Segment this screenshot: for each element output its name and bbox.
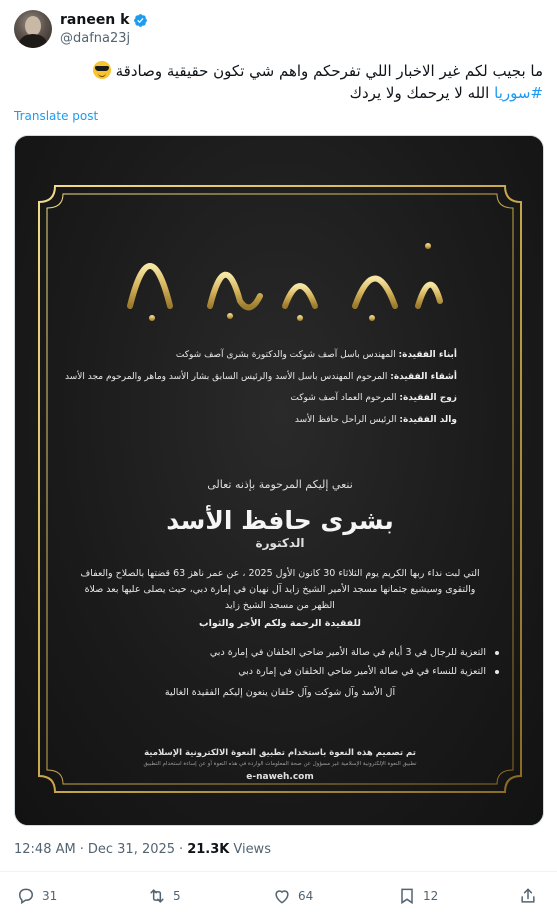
translate-post-link[interactable]: Translate post [14,109,99,123]
reply-icon [16,886,36,906]
bookmark-button[interactable] [397,886,438,906]
made-with-text: تم تصميم هذه النعوة باستخدام تطبيق النعوة الالكترونية الإسلامية [144,748,416,758]
obituary-paragraph [15,566,544,614]
tweet-time[interactable]: 12:48 AM [14,842,76,857]
display-name[interactable]: raneen k [60,12,130,28]
families-text: آل الأسد وآل شوكت وآل خلفان ينعون إليكم الفقيدة الغالية [164,687,396,698]
views-label: Views [233,842,271,857]
hashtag-link[interactable]: #سوريا [494,84,543,102]
verified-badge-icon [133,13,148,28]
condolence-bullet-2: التعزية للنساء في في صالة الأمير ضاحي الخلفان في إمارة دبي [238,666,499,677]
share-icon [518,886,538,906]
condolence-bullet-1: التعزية للرجال في 3 أيام في صالة الأمير ضاحي الخلفان في إمارة دبي [210,647,499,658]
tweet-line-1-text: ما بجيب لكم غير الاخبار اللي تفرحكم واهم شي تكون حقيقية وصادقة [115,62,543,80]
repost-count: 5 [173,889,181,903]
obituary-line-1: التي لبت نداء ربها الكريم يوم الثلاثاء 30 كانون الأول 2025 ، عن عمر ناهز 63 قضتها بالصلاح والعفاف [80,568,480,579]
tweet-text [18,60,543,104]
deceased-title: الدكتورة [255,536,305,550]
relatives-line-2: أشقاء الفقيدة: المرحوم المهندس باسل الأسد والرئيس السابق بشار الأسد وماهر والمرحوم مجد الأسد [64,372,457,382]
views-count: 21.3K [187,842,230,857]
deceased-name: بشرى حافظ الأسد [166,506,394,535]
condolence-text: للفقيدة الرحمة ولكم الأجر والثواب [199,618,361,629]
author-name-row[interactable] [60,12,148,28]
announcement-text: ننعي إليكم المرحومة بإذنه تعالى [207,478,353,491]
condolence-poster [15,136,544,826]
bullet-icon [495,670,499,674]
meta-separator-2: · [179,842,184,857]
action-bar [0,886,557,910]
sunglasses-emoji-icon [93,61,111,79]
reply-count: 31 [42,889,58,903]
repost-icon [147,886,167,906]
bookmark-icon [397,886,417,906]
tweet-date[interactable]: Dec 31, 2025 [87,842,176,857]
bullet-icon [495,651,499,655]
tweet-line-2 [18,82,543,104]
author-handle[interactable]: @dafna23j [60,31,131,46]
divider [0,871,557,872]
relatives-line-4: والد الفقيدة: الرئيس الراحل حافظ الأسد [294,415,457,425]
relatives-line-3: زوج الفقيدة: المرحوم العماد آصف شوكت [290,393,457,403]
obituary-line-3: الظهر من مسجد الشيخ زايد [225,600,335,611]
tweet-meta [14,842,271,857]
obituary-line-2: والتقوى وسيشيع جثمانها مسجد الأمير الشيخ زايد آل نهيان في إمارة دبي، حيث يصلى عليها بعد صلاة [84,584,476,595]
disclaimer-text: تطبيق النعوة الإلكترونية الإسلامية غير مسؤول عن صحة المعلومات الواردة في هذه النعوة أو عن إساءة استخدام التطبيق [143,761,417,767]
tweet-line-1 [18,60,543,82]
meta-separator: · [79,842,84,857]
repost-button[interactable] [147,886,181,906]
heart-icon [272,886,292,906]
tweet-line-2-text: الله لا يرحمك ولا يردك [349,84,490,102]
like-button[interactable] [272,886,313,906]
calligraphy-image [110,206,450,331]
like-count: 64 [298,889,314,903]
avatar[interactable] [14,10,52,48]
reply-button[interactable] [16,886,57,906]
relatives-line-1: أبناء الفقيدة: المهندس باسل آصف شوكت والدكتورة بشرى آصف شوكت [175,350,457,360]
bookmark-count: 12 [423,889,439,903]
share-button[interactable] [518,886,538,906]
site-url: e-naweh.com [246,772,314,782]
tweet-header [14,10,544,50]
tweet-media-image[interactable] [14,135,544,826]
